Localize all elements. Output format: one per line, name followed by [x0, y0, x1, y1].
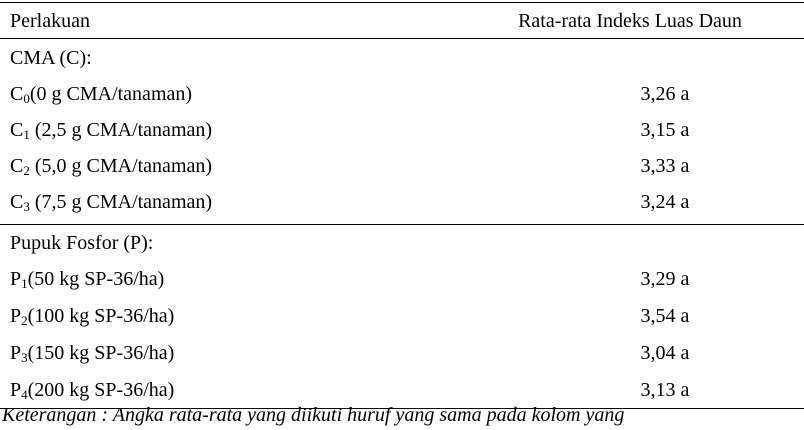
header-perlakuan: Perlakuan [10, 10, 90, 32]
treatment-label: $P_1(50$ kg SP-36/ha) [10, 268, 165, 291]
treatment-value: 3,54 a [640, 305, 690, 327]
treatment-label: $C_2$ (5,0 g CMA/tanaman) [10, 155, 213, 178]
group-title-row [0, 226, 804, 260]
treatment-value: 3,04 a [640, 342, 690, 364]
table-row [0, 185, 804, 219]
treatment-value: 3,29 a [640, 268, 690, 290]
group-divider-rule [0, 224, 804, 225]
treatment-label: $P_2(100$ kg SP-36/ha) [10, 305, 175, 328]
group-title-row [0, 41, 804, 75]
table-top-rule [0, 2, 804, 3]
header-bottom-rule [0, 38, 804, 39]
table-row [0, 336, 804, 370]
treatment-label: $P_3(150$ kg SP-36/ha) [10, 342, 175, 365]
table-footnote: Keterangan : Angka rata-rata yang diikuti huruf yang sama pada kolom yang [2, 404, 625, 426]
table-row [0, 262, 804, 296]
table-row [0, 299, 804, 333]
treatment-value: 3,15 a [640, 119, 690, 141]
table-row [0, 77, 804, 111]
treatment-label: $P_4(200$ kg SP-36/ha) [10, 379, 175, 402]
treatment-value: 3,24 a [640, 191, 690, 213]
treatment-value: 3,13 a [640, 379, 690, 401]
treatment-value: 3,33 a [640, 155, 690, 177]
table-row [0, 149, 804, 183]
treatment-label: $C_0(0$ g CMA/tanaman) [10, 83, 193, 106]
table-header-row [0, 4, 804, 38]
table-row [0, 113, 804, 147]
group-title-cma: CMA (C): [10, 47, 92, 69]
group-title-fosfor: Pupuk Fosfor (P): [10, 232, 154, 254]
header-rata-rata: Rata-rata Indeks Luas Daun [518, 10, 742, 32]
treatment-label: $C_1$ (2,5 g CMA/tanaman) [10, 119, 213, 142]
treatment-value: 3,26 a [640, 83, 690, 105]
treatment-label: $C_3$ (7,5 g CMA/tanaman) [10, 191, 213, 214]
